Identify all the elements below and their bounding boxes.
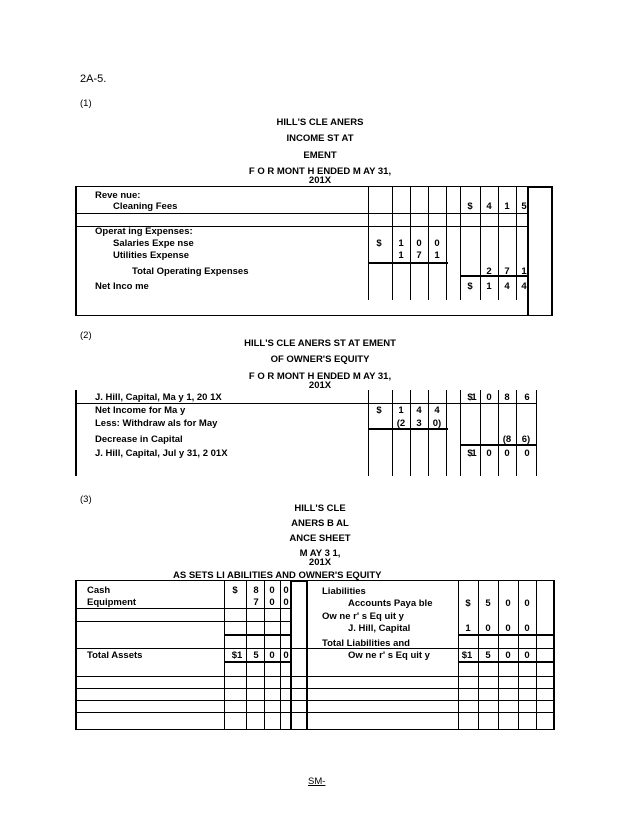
- income-row-label: Utilities Expense: [113, 250, 190, 261]
- income-row-label: Salaries Expe nse: [113, 238, 194, 249]
- cell: 4: [416, 405, 422, 416]
- equity-row-label: Net Income for Ma y: [95, 405, 186, 416]
- equity-title-4: 201X: [308, 380, 332, 391]
- cell: 7: [253, 597, 259, 608]
- cell: 0: [485, 623, 491, 634]
- cell: 0: [269, 597, 275, 608]
- cell: $: [376, 238, 382, 249]
- income-title-2: INCOME ST AT: [286, 133, 354, 144]
- income-row-label: Reve nue:: [95, 190, 141, 201]
- income-title-1: HILL'S CLE ANERS: [276, 117, 364, 128]
- cell: (8: [502, 434, 512, 445]
- page-footer: SM-: [308, 776, 326, 787]
- liability-row-label: Liabilities: [322, 586, 366, 597]
- cell: 0: [505, 598, 511, 609]
- part1-label: (1): [80, 98, 92, 109]
- cell: 0: [505, 623, 511, 634]
- cell: 4: [434, 405, 440, 416]
- income-title-4: F O R MONT H ENDED M AY 31,: [248, 166, 392, 177]
- cell: $1: [231, 650, 243, 661]
- cell: 0: [524, 448, 530, 459]
- cell: 1: [471, 448, 477, 459]
- income-row-label: Net Inco me: [95, 281, 149, 292]
- cell: (2: [396, 418, 406, 429]
- cell: 0: [283, 585, 289, 596]
- cell: 1: [398, 405, 404, 416]
- cell: 5: [253, 650, 259, 661]
- cell: 4: [521, 281, 527, 292]
- liability-row-label: Accounts Paya ble: [348, 598, 433, 609]
- liability-row-label: J. Hill, Capital: [348, 623, 411, 634]
- equity-row-label: Decrease in Capital: [95, 434, 183, 445]
- cell: 1: [465, 623, 471, 634]
- equity-row-label: J. Hill, Capital, Ma y 1, 20 1X: [95, 392, 222, 403]
- cell: $: [232, 585, 238, 596]
- cell: 0: [269, 585, 275, 596]
- cell: 0: [283, 597, 289, 608]
- asset-row-label: Total Assets: [87, 650, 143, 661]
- problem-id: 2A-5.: [80, 73, 107, 85]
- part2-label: (2): [80, 330, 92, 341]
- cell: 1: [471, 392, 477, 403]
- equity-title-2: OF OWNER'S EQUITY: [270, 354, 370, 365]
- balance-title-3: ANCE SHEET: [289, 533, 351, 544]
- cell: 0: [434, 238, 440, 249]
- cell: $: [465, 598, 471, 609]
- cell: $: [467, 392, 473, 403]
- cell: 0: [283, 650, 289, 661]
- cell: 6): [521, 434, 531, 445]
- liability-row-label: Ow ne r' s Eq uit y: [348, 650, 430, 661]
- liability-row-label: Total Liabilities and: [322, 638, 410, 649]
- cell: 7: [416, 250, 422, 261]
- cell: 1: [486, 281, 492, 292]
- cell: 0: [524, 650, 530, 661]
- asset-row-label: Equipment: [87, 597, 137, 608]
- cell: 1: [398, 238, 404, 249]
- cell: 3: [416, 418, 422, 429]
- income-row-label: Total Operating Expenses: [132, 266, 249, 277]
- cell: 0): [432, 418, 442, 429]
- balance-title-2: ANERS B AL: [291, 518, 349, 529]
- balance-title-4: M AY 3 1,: [299, 548, 341, 559]
- cell: 0: [486, 448, 492, 459]
- cell: 0: [486, 392, 492, 403]
- cell: 0: [504, 448, 510, 459]
- cell: $: [467, 201, 473, 212]
- cell: 1: [434, 250, 440, 261]
- cell: 4: [504, 281, 510, 292]
- cell: 7: [504, 266, 510, 277]
- liability-row-label: Ow ne r' s Eq uit y: [322, 611, 404, 622]
- cell: 6: [524, 392, 530, 403]
- equity-title-1: HILL'S CLE ANERS ST AT EMENT: [244, 338, 396, 349]
- balance-header: AS SETS LI ABILITIES AND OWNER'S EQUITY: [173, 570, 382, 581]
- equity-row-label: J. Hill, Capital, Jul y 31, 2 01X: [95, 448, 228, 459]
- cell: 0: [269, 650, 275, 661]
- cell: $: [376, 405, 382, 416]
- cell: 5: [485, 598, 491, 609]
- cell: $: [467, 448, 473, 459]
- cell: 0: [524, 598, 530, 609]
- cell: 2: [486, 266, 492, 277]
- cell: 5: [521, 201, 527, 212]
- cell: 8: [253, 585, 259, 596]
- cell: $: [467, 281, 473, 292]
- cell: 1: [521, 266, 527, 277]
- cell: 4: [486, 201, 492, 212]
- cell: 5: [485, 650, 491, 661]
- cell: 8: [504, 392, 510, 403]
- cell: $1: [461, 650, 473, 661]
- part3-label: (3): [80, 494, 92, 505]
- income-row-label: Operat ing Expenses:: [95, 226, 193, 237]
- equity-row-label: Less: Withdraw als for May: [95, 418, 218, 429]
- income-title-5: 201X: [308, 175, 332, 186]
- income-row-label: Cleaning Fees: [113, 201, 178, 212]
- cell: 0: [524, 623, 530, 634]
- cell: 0: [505, 650, 511, 661]
- asset-row-label: Cash: [87, 585, 111, 596]
- cell: 0: [416, 238, 422, 249]
- cell: 1: [504, 201, 510, 212]
- income-title-3: EMENT: [303, 150, 337, 161]
- balance-title-1: HILL'S CLE: [294, 503, 346, 514]
- cell: 1: [398, 250, 404, 261]
- balance-title-5: 201X: [308, 557, 332, 568]
- equity-title-3: F O R MONT H ENDED M AY 31,: [248, 371, 392, 382]
